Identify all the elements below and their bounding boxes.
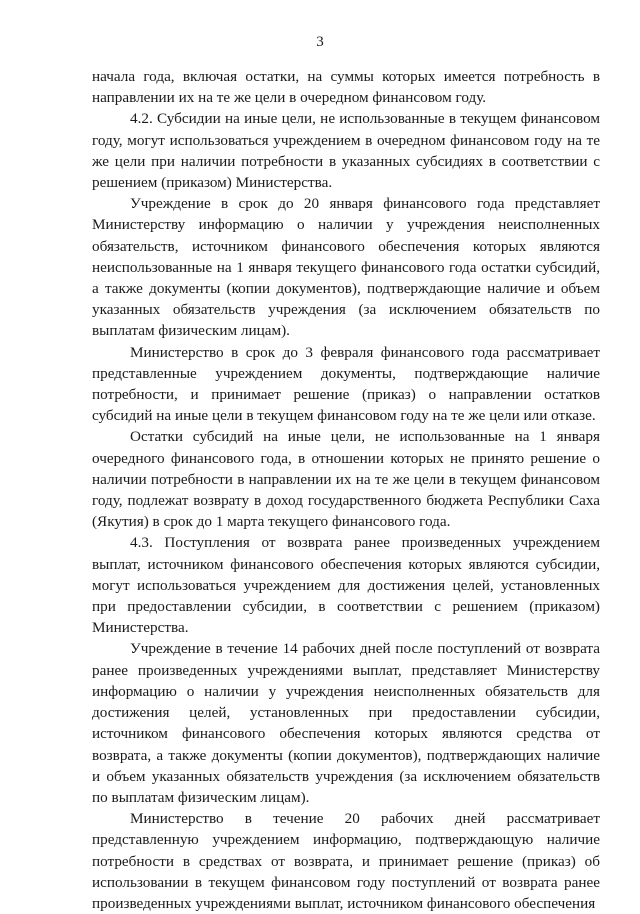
paragraph-institution-january: Учреждение в срок до 20 января финансового года представляет Министерству информацию о наличии у учреждения неисполненных обязательств, источником финансового обеспечения которых являются неиспользованные на 1 января текущего финансового года остатки субсидий, а также документы (копии документов), подтверждающие наличие и объем указанных обязательств учреждения (за исключением обязательств по выплатам физическим лицам). (92, 195, 600, 340)
page-number: 3 (316, 34, 324, 50)
paragraph-4-3: 4.3. Поступления от возврата ранее произведенных учреждением выплат, источником финансового обеспечения которых являются субсидии, могут использоваться учреждением для достижения целей, установленных при предоставлении субсидии, в соответствии с решением (приказом) Министерства. (92, 534, 600, 637)
paragraph-ministry-february: Министерство в срок до 3 февраля финансового года рассматривает представленные учреждением документы, подтверждающие наличие потребности, и принимает решение (приказ) о направлении остатков субсидий на иные цели в текущем финансовом году на те же цели или отказе. (92, 343, 600, 425)
paragraph-subsidy-remainders: Остатки субсидий на иные цели, не использованные на 1 января очередного финансового года, в отношении которых не принято решение о наличии потребности в направлении их на те же цели в текущем финансовом году, подлежат возврату в доход государственного бюджета Республики Саха (Якутия) в срок до 1 марта текущего финансового года. (92, 428, 600, 531)
paragraph-4-2: 4.2. Субсидии на иные цели, не использованные в текущем финансовом году, могут использоваться учреждением в очередном финансовом году на те же цели при наличии потребности в указанных субсидиях в соответствии с решением (приказом) Министерства. (92, 110, 600, 192)
document-body (92, 66, 600, 914)
paragraph-institution-14-days: Учреждение в течение 14 рабочих дней после поступлений от возврата ранее произведенных учреждениями выплат, представляет Министерству информацию о наличии у учреждения неисполненных обязательств для достижения целей, установленных при предоставлении субсидии, источником финансового обеспечения которых являются средства от возврата, а также документы (копии документов), подтверждающих наличие и объем указанных обязательств учреждения (за исключением обязательств по выплатам физическим лицам). (92, 640, 600, 806)
paragraph-ministry-20-days: Министерство в течение 20 рабочих дней рассматривает представленную учреждением информацию, подтверждающую наличие потребности в средствах от возврата, и принимает решение (приказ) об использовании в текущем финансовом году поступлений от возврата ранее произведенных учреждениями выплат, источником финансового обеспечения (92, 810, 600, 912)
paragraph-continuation: начала года, включая остатки, на суммы которых имеется потребность в направлении их на те же цели в очередном финансовом году. (92, 68, 600, 107)
